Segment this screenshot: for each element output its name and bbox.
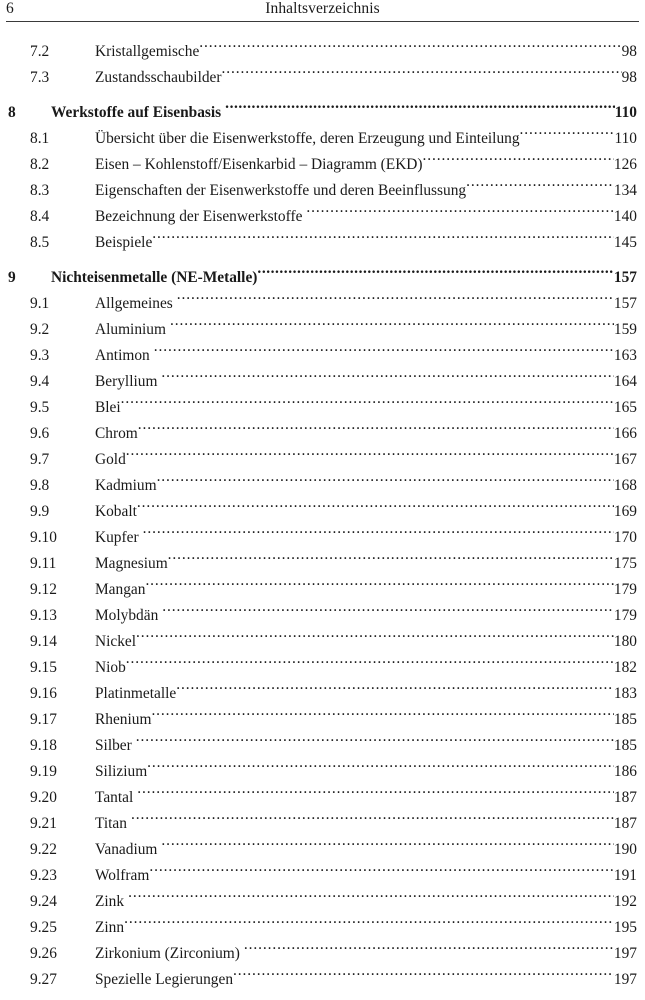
- toc-entry[interactable]: [8, 229, 637, 255]
- toc-entry[interactable]: [8, 368, 637, 394]
- toc-entry-number: 9.4: [30, 373, 50, 390]
- toc-entry-number: 9.5: [30, 399, 50, 416]
- toc-entry-title: Beryllium: [95, 373, 158, 390]
- toc-entry-title: Silber: [95, 737, 132, 754]
- toc-dot-leader: [124, 914, 614, 932]
- toc-entry[interactable]: [8, 784, 637, 810]
- toc-entry[interactable]: [8, 602, 637, 628]
- toc-entry[interactable]: [8, 64, 637, 90]
- toc-dot-leader: [149, 862, 614, 880]
- toc-entry-title: Eisen – Kohlenstoff/Eisenkarbid – Diagramm (EKD): [95, 156, 423, 173]
- toc-dot-leader: [423, 151, 614, 169]
- toc-entry-number: 9.27: [30, 971, 57, 988]
- toc-entry-page-number: 180: [613, 633, 637, 650]
- toc-entry-page-number: 195: [613, 919, 637, 936]
- toc-entry-title: Eigenschaften der Eisenwerkstoffe und deren Beeinflussung: [95, 182, 467, 199]
- toc-entry-page-number: 179: [613, 607, 637, 624]
- toc-entry-number: 8.2: [30, 156, 50, 173]
- toc-entry-title: Magnesium: [95, 555, 168, 572]
- toc-entry-title: Zustandsschaubilder: [95, 69, 222, 86]
- running-header: [6, 0, 639, 24]
- toc-entry-page-number: 157: [613, 269, 637, 286]
- toc-entry[interactable]: [8, 550, 637, 576]
- toc-dot-leader: [136, 628, 614, 646]
- toc-dot-leader: [145, 576, 613, 594]
- toc-entry-page-number: 187: [613, 815, 637, 832]
- toc-entry-number: 9.14: [30, 633, 57, 650]
- toc-dot-leader: [161, 368, 613, 386]
- toc-dot-leader: [157, 472, 614, 490]
- toc-entry-number: 9.16: [30, 685, 57, 702]
- toc-entry[interactable]: [8, 732, 637, 758]
- toc-entry[interactable]: [8, 151, 637, 177]
- toc-entry-number: 9.22: [30, 841, 57, 858]
- toc-dot-leader: [225, 99, 615, 117]
- toc-entry-number: 9.8: [30, 477, 50, 494]
- toc-entry[interactable]: [8, 888, 637, 914]
- toc-dot-leader: [131, 810, 614, 828]
- toc-dot-leader: [137, 784, 614, 802]
- toc-entry[interactable]: [8, 498, 637, 524]
- toc-entry-number: 9.9: [30, 503, 50, 520]
- toc-dot-leader: [161, 836, 614, 854]
- toc-dot-leader: [128, 888, 614, 906]
- toc-entry[interactable]: [8, 316, 637, 342]
- toc-entry-page-number: 185: [613, 737, 637, 754]
- toc-entry-page-number: 197: [613, 971, 637, 988]
- toc-entry-title: Gold: [95, 451, 126, 468]
- toc-entry-page-number: 166: [613, 425, 637, 442]
- toc-entry[interactable]: [8, 420, 637, 446]
- toc-entry-number: 9.7: [30, 451, 50, 468]
- toc-entry-title: Titan: [95, 815, 127, 832]
- toc-entry[interactable]: [8, 125, 637, 151]
- toc-dot-leader: [137, 498, 614, 516]
- toc-entry-page-number: 163: [613, 347, 637, 364]
- toc-dot-leader: [466, 177, 614, 195]
- toc-entry-title: Beispiele: [95, 234, 153, 251]
- toc-entry-number: 7.2: [30, 43, 50, 60]
- toc-entry-number: 9.20: [30, 789, 57, 806]
- toc-entry[interactable]: [8, 446, 637, 472]
- toc-entry-number: 9.26: [30, 945, 57, 962]
- toc-entry-number: 9.3: [30, 347, 50, 364]
- toc-entry-number: 9.10: [30, 529, 57, 546]
- toc-entry-page-number: 168: [613, 477, 637, 494]
- toc-dot-leader: [143, 524, 614, 542]
- toc-entry-number: 7.3: [30, 69, 50, 86]
- toc-entry[interactable]: [8, 836, 637, 862]
- toc-entry-page-number: 186: [613, 763, 637, 780]
- toc-entry-title: Silizium: [95, 763, 148, 780]
- toc-entry-title: Zink: [95, 893, 125, 910]
- toc-entry-title: Bezeichnung der Eisenwerkstoffe: [95, 208, 303, 225]
- toc-entry[interactable]: [8, 680, 637, 706]
- toc-dot-leader: [152, 229, 614, 247]
- toc-entry-number: 8.1: [30, 130, 50, 147]
- toc-dot-leader: [162, 602, 614, 620]
- toc-entry-number: 9.19: [30, 763, 57, 780]
- toc-entry-title: Molybdän: [95, 607, 159, 624]
- toc-entry-number: 9.12: [30, 581, 57, 598]
- toc-entry-page-number: 183: [613, 685, 637, 702]
- toc-entry-page-number: 140: [613, 208, 637, 225]
- toc-entry-title: Werkstoffe auf Eisenbasis: [51, 104, 222, 121]
- toc-entry[interactable]: [8, 654, 637, 680]
- toc-entry-page-number: 134: [613, 182, 637, 199]
- toc-entry-page-number: 98: [621, 69, 637, 86]
- toc-entry-number: 8: [8, 104, 16, 121]
- toc-entry-page-number: 170: [613, 529, 637, 546]
- toc-entry[interactable]: [8, 810, 637, 836]
- toc-entry-title: Kobalt: [95, 503, 137, 520]
- toc-dot-leader: [520, 125, 615, 143]
- toc-entry-number: 9.25: [30, 919, 57, 936]
- toc-entry-number: 9.2: [30, 321, 50, 338]
- toc-entry-title: Übersicht über die Eisenwerkstoffe, deren Erzeugung und Einteilung: [95, 130, 520, 147]
- toc-entry-number: 8.3: [30, 182, 50, 199]
- toc-entry[interactable]: [8, 472, 637, 498]
- toc-entry-title: Platinmetalle: [95, 685, 177, 702]
- toc-dot-leader: [233, 966, 614, 984]
- toc-entry-page-number: 169: [613, 503, 637, 520]
- toc-dot-leader: [306, 203, 613, 221]
- toc-entry-title: Rhenium: [95, 711, 152, 728]
- toc-entry-title: Spezielle Legierungen: [95, 971, 234, 988]
- toc-entry-title: Mangan: [95, 581, 146, 598]
- toc-entry-number: 9.24: [30, 893, 57, 910]
- toc-entry[interactable]: [8, 203, 637, 229]
- toc-entry-number: 9: [8, 269, 16, 286]
- toc-entry[interactable]: [8, 524, 637, 550]
- toc-entry-page-number: 145: [613, 234, 637, 251]
- toc-dot-leader: [126, 446, 614, 464]
- toc-entry-number: 8.5: [30, 234, 50, 251]
- toc-dot-leader: [170, 316, 614, 334]
- toc-entry-page-number: 187: [613, 789, 637, 806]
- toc-entry-page-number: 167: [613, 451, 637, 468]
- table-of-contents-list: [0, 38, 645, 992]
- toc-entry-title: Zinn: [95, 919, 125, 936]
- toc-dot-leader: [244, 940, 614, 958]
- toc-entry-title: Kadmium: [95, 477, 157, 494]
- toc-dot-leader: [168, 550, 614, 568]
- toc-entry-title: Chrom: [95, 425, 138, 442]
- toc-entry-page-number: 110: [614, 104, 637, 121]
- toc-entry-number: 9.18: [30, 737, 57, 754]
- toc-entry-number: 9.17: [30, 711, 57, 728]
- toc-entry-page-number: 182: [613, 659, 637, 676]
- toc-entry-number: 9.6: [30, 425, 50, 442]
- toc-entry-number: 9.23: [30, 867, 57, 884]
- toc-entry-page-number: 126: [613, 156, 637, 173]
- toc-entry-page-number: 192: [613, 893, 637, 910]
- toc-entry-title: Wolfram: [95, 867, 150, 884]
- toc-entry[interactable]: [8, 342, 637, 368]
- toc-entry-number: 8.4: [30, 208, 50, 225]
- toc-entry[interactable]: [8, 177, 637, 203]
- toc-entry-title: Allgemeines: [95, 295, 173, 312]
- toc-entry[interactable]: [8, 576, 637, 602]
- toc-dot-leader: [138, 420, 614, 438]
- page-folio-number: 6: [6, 0, 14, 17]
- toc-entry-page-number: 185: [613, 711, 637, 728]
- toc-entry-title: Kristallgemische: [95, 43, 200, 60]
- toc-entry-title: Tantal: [95, 789, 134, 806]
- toc-entry-page-number: 190: [613, 841, 637, 858]
- toc-dot-leader: [222, 64, 622, 82]
- toc-dot-leader: [151, 706, 613, 724]
- toc-entry-page-number: 159: [613, 321, 637, 338]
- toc-dot-leader: [257, 264, 613, 282]
- toc-entry-page-number: 98: [621, 43, 637, 60]
- toc-dot-leader: [121, 394, 614, 412]
- toc-entry-title: Vanadium: [95, 841, 158, 858]
- toc-entry-title: Antimon: [95, 347, 150, 364]
- toc-entry-page-number: 110: [614, 130, 637, 147]
- toc-dot-leader: [176, 680, 614, 698]
- toc-dot-leader: [177, 290, 614, 308]
- toc-entry[interactable]: [8, 628, 637, 654]
- toc-entry-number: 9.13: [30, 607, 57, 624]
- toc-entry-page-number: 165: [613, 399, 637, 416]
- toc-entry-number: 9.15: [30, 659, 57, 676]
- toc-entry-number: 9.21: [30, 815, 57, 832]
- toc-entry-page-number: 164: [613, 373, 637, 390]
- toc-entry-page-number: 175: [613, 555, 637, 572]
- toc-entry-page-number: 197: [613, 945, 637, 962]
- toc-entry-page-number: 179: [613, 581, 637, 598]
- toc-entry[interactable]: [8, 914, 637, 940]
- toc-entry-number: 9.1: [30, 295, 50, 312]
- toc-entry[interactable]: [8, 38, 637, 64]
- toc-entry[interactable]: [8, 940, 637, 966]
- toc-entry-page-number: 157: [613, 295, 637, 312]
- toc-entry-title: Blei: [95, 399, 121, 416]
- toc-entry-title: Aluminium: [95, 321, 166, 338]
- toc-dot-leader: [154, 342, 614, 360]
- toc-dot-leader: [136, 732, 614, 750]
- toc-entry-title: Niob: [95, 659, 126, 676]
- toc-entry[interactable]: [8, 758, 637, 784]
- toc-entry[interactable]: [8, 394, 637, 420]
- toc-entry[interactable]: [8, 966, 637, 992]
- toc-entry-number: 9.11: [30, 555, 57, 572]
- toc-entry-title: Zirkonium (Zirconium): [95, 945, 240, 962]
- toc-dot-leader: [147, 758, 614, 776]
- toc-dot-leader: [126, 654, 614, 672]
- toc-entry[interactable]: [8, 706, 637, 732]
- toc-entry-title: Nichteisenmetalle (NE-Metalle): [51, 269, 258, 286]
- toc-entry-title: Nickel: [95, 633, 137, 650]
- toc-entry-page-number: 191: [613, 867, 637, 884]
- toc-entry[interactable]: [8, 99, 637, 125]
- toc-dot-leader: [199, 38, 621, 56]
- page-title: Inhaltsverzeichnis: [265, 0, 380, 17]
- toc-entry[interactable]: [8, 264, 637, 290]
- toc-entry-title: Kupfer: [95, 529, 139, 546]
- header-divider: [6, 21, 639, 22]
- toc-entry[interactable]: [8, 862, 637, 888]
- toc-entry[interactable]: [8, 290, 637, 316]
